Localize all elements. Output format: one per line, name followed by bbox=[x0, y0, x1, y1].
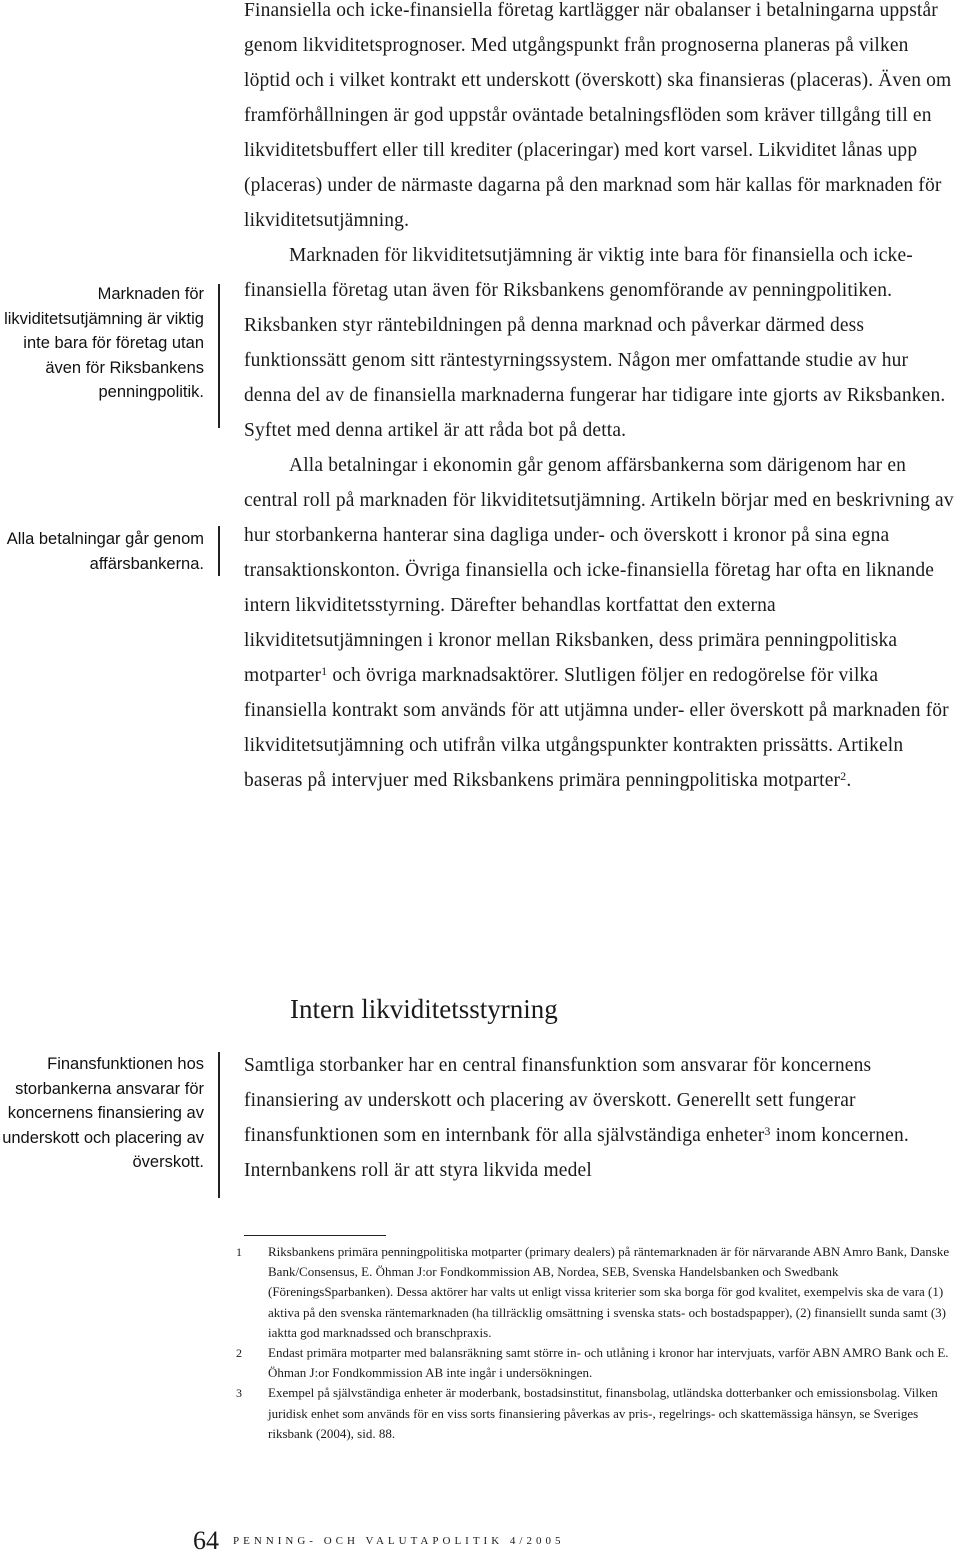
footnote-text: Endast primära motparter med balansräkning samt större in- och utlåning i kronor har intervjuats, varför ABN AMRO Bank och E. Öhman J:or Fondkommission AB inte ingår i undersökningen. bbox=[268, 1345, 949, 1381]
page-number: 64 bbox=[193, 1526, 219, 1555]
footnote-3 bbox=[236, 1383, 956, 1444]
sidenote-payments: Alla betalningar går genom affärsbankerna. bbox=[6, 530, 204, 573]
body-text-top bbox=[244, 0, 956, 798]
footnote-number: 3 bbox=[236, 1386, 242, 1401]
paragraph-1: Finansiella och icke-finansiella företag kartlägger när obalanser i betalningarna uppstår genom likviditetsprognoser. Med utgångspunkt från prognoserna planeras på vilken löptid och i vilket kontrakt ett underskott (överskott) ska finansieras (placeras). Även om framförhållningen är god uppstår oväntade betalningsflöden som kräver tillgång till en likviditetsbuffert eller till krediter (placeringar) med kort varsel. Likviditet lånas upp (placeras) under de närmaste dagarna på den marknad som här kallas för marknaden för likviditetsutjämning. bbox=[244, 0, 952, 231]
footnote-divider bbox=[244, 1235, 386, 1236]
footnote-2 bbox=[236, 1343, 956, 1383]
sidenote-liquidity-market: Marknaden för likviditetsutjämning är viktig inte bara för företag utan även för Riksbankens penningpolitik. bbox=[4, 285, 204, 401]
paragraph-3-part-a: Alla betalningar i ekonomin går genom affärsbankerna som därigenom har en central roll på marknaden för likviditetsutjämning. Artikeln börjar med en beskrivning av hur storbankerna hanterar sina dagliga under- och överskott i kronor på sina egna transaktionskonton. Övriga finansiella och icke-finansiella företag har ofta en liknande intern likviditetsstyrning. Därefter behandlas kortfattat den externa likviditetsutjämningen i kronor mellan Riksbanken, dess primära penningpolitiska motparter bbox=[244, 455, 954, 686]
footnote-ref-3[interactable]: 3 bbox=[764, 1124, 771, 1138]
footnote-1 bbox=[236, 1242, 956, 1343]
footnote-text: Exempel på självständiga enheter är moderbank, bostadsinstitut, finansbolag, utländska dotterbanker och emissionsbolag. Vilken juridisk enhet som används för en viss sorts finansiering påverkas av pris-, regelrings- och skattemässiga hänsyn, se Sveriges riksbank (2004), sid. 88. bbox=[268, 1385, 938, 1441]
footnote-ref-1[interactable]: 1 bbox=[321, 664, 328, 678]
body-text-section bbox=[244, 1048, 956, 1188]
footnotes bbox=[236, 1242, 956, 1444]
section-paragraph-1-part-b: inom koncernen. Internbankens roll är att styra likvida medel bbox=[244, 1125, 909, 1181]
sidenote-finance-function: Finansfunktionen hos storbankerna ansvarar för koncernens finansiering av underskott och placering av överskott. bbox=[2, 1055, 204, 1171]
paragraph-2: Marknaden för likviditetsutjämning är viktig inte bara för finansiella och icke-finansiella företag utan även för Riksbankens genomförande av penningpolitiken. Riksbanken styr räntebildningen på denna marknad och påverkar därmed dess funktionssätt genom sitt räntestyrningssystem. Någon mer omfattande studie av hur denna del av de finansiella marknaderna fungerar har tidigare inte gjorts av Riksbanken. Syftet med denna artikel är att råda bot på detta. bbox=[244, 245, 946, 441]
paragraph-3 bbox=[244, 448, 956, 798]
footnote-number: 2 bbox=[236, 1346, 242, 1361]
section-heading: Intern likviditetsstyrning bbox=[290, 994, 558, 1024]
section-paragraph-1-part-a: Samtliga storbanker har en central finansfunktion som ansvarar för koncernens finansiering av underskott och placering av överskott. Generellt sett fungerar finansfunktionen som en internbank för alla självständiga enheter bbox=[244, 1055, 872, 1146]
paragraph-3-part-c: . bbox=[846, 770, 852, 791]
sidenote-rule-3 bbox=[218, 1052, 220, 1198]
section-paragraph-1 bbox=[244, 1048, 956, 1188]
sidenote-rule-1 bbox=[218, 284, 220, 428]
footnote-ref-2[interactable]: 2 bbox=[840, 769, 847, 783]
footnote-text: Riksbankens primära penningpolitiska motparter (primary dealers) på räntemarknaden är för närvarande ABN Amro Bank, Danske Bank/Consensus, E. Öhman J:or Fondkommission AB, Nordea, SEB, Svenska Handelsbanken och Swedbank (FöreningsSparbanken). Dessa aktörer har valts ut enligt vissa kriterier som ska borga för god kvalitet, exempelvis ska de vara (1) aktiva på den svenska räntemarknaden (ha tillräcklig omsättning i svenska stats- och bostadspapper), (2) finansiellt sunda samt (3) iaktta god marknadssed och branschpraxis. bbox=[268, 1244, 950, 1340]
paragraph-3-part-b: och övriga marknadsaktörer. Slutligen följer en redogörelse för vilka finansiella kontrakt som används för att utjämna under- eller överskott på marknaden för likviditetsutjämning och utifrån vilka utgångspunkter kontrakten prissätts. Artikeln baseras på intervjuer med Riksbankens primära penningpolitiska motparter bbox=[244, 665, 949, 791]
journal-title: PENNING- OCH VALUTAPOLITIK 4/2005 bbox=[233, 1535, 565, 1547]
sidenote-rule-2 bbox=[218, 526, 220, 576]
footnote-number: 1 bbox=[236, 1245, 242, 1259]
